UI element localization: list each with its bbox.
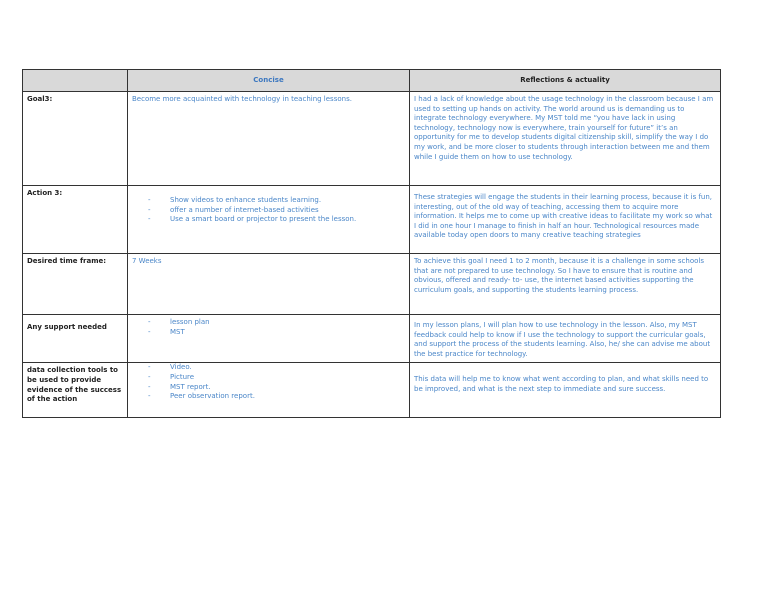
list-item: - Video. bbox=[148, 363, 405, 373]
list-item: - MST bbox=[148, 328, 405, 338]
list-item: - Picture bbox=[148, 373, 405, 383]
list-item: - MST report. bbox=[148, 383, 405, 393]
concise-action bbox=[128, 186, 410, 254]
list-item: - Use a smart board or projector to present the lesson. bbox=[148, 215, 405, 225]
concise-support bbox=[128, 315, 410, 363]
header-reflections: Reflections & actuality bbox=[410, 70, 721, 92]
table-row-data-collection bbox=[23, 363, 721, 418]
table-row-time-frame bbox=[23, 254, 721, 315]
action-list bbox=[132, 196, 405, 225]
row-label-action: Action 3: bbox=[23, 186, 128, 254]
reflection-support-text: In my lesson plans, I will plan how to use technology in the lesson. Also, my MST feedback could help to know if I use the technology to support the curricular goals, and support the process of the students learning. Also, he/ she can advise me about the best practice for technology. bbox=[414, 321, 711, 358]
reflection-support bbox=[410, 315, 721, 363]
support-list bbox=[132, 318, 405, 337]
row-label-goal: Goal3: bbox=[23, 92, 128, 186]
list-item: - offer a number of internet-based activities bbox=[148, 206, 405, 216]
row-label-time-frame: Desired time frame: bbox=[23, 254, 128, 315]
row-label-data-collection: data collection tools to be used to provide evidence of the success of the action bbox=[23, 363, 128, 418]
data-collection-list bbox=[132, 363, 405, 401]
reflection-data-collection bbox=[410, 363, 721, 418]
reflection-data-collection-text: This data will help me to know what went according to plan, and what skills need to be improved, and what is the next step to immediate and sure success. bbox=[414, 375, 709, 393]
table-row-action bbox=[23, 186, 721, 254]
table-row-goal bbox=[23, 92, 721, 186]
list-item: - Peer observation report. bbox=[148, 392, 405, 402]
reflection-goal bbox=[410, 92, 721, 186]
table-row-support bbox=[23, 315, 721, 363]
reflection-time-frame-text: To achieve this goal I need 1 to 2 month, because it is a challenge in some schools that are not prepared to use technology. So I have to ensure that is routine and obvious, offered and ready- to- use, the internet based activities supporting the curriculum goals, and supporting the students learning process. bbox=[414, 257, 704, 294]
list-item: - Show videos to enhance students learning. bbox=[148, 196, 405, 206]
action-plan-table bbox=[22, 69, 721, 418]
header-label-column bbox=[23, 70, 128, 92]
header-row bbox=[23, 70, 721, 92]
reflection-goal-text: I had a lack of knowledge about the usage technology in the classroom because I am used to setting up hands on activity. The world around us is demanding us to integrate technology everywhere. My MST told me “you have lack in using technology, technology now is everywhere, train yourself for future” it’s an opportunity for me to develop students digital citizenship skill, simplify the way I do my work, and be more closer to students through interaction between me and them while I guide them on how to use technology. bbox=[414, 95, 714, 161]
header-concise: Concise bbox=[128, 70, 410, 92]
list-item: - lesson plan bbox=[148, 318, 405, 328]
reflection-action-text: These strategies will engage the students in their learning process, because it is fun, interesting, out of the old way of teaching, accessing them to acquire more information. It helps me to come up with creative ideas to facilitate my work so what I did in one hour I manage to finish in half an hour. Technological resources made available today open doors to many creative teaching strategies bbox=[414, 193, 713, 240]
concise-time-frame: 7 Weeks bbox=[128, 254, 410, 315]
reflection-time-frame bbox=[410, 254, 721, 315]
reflection-action bbox=[410, 186, 721, 254]
row-label-support: Any support needed bbox=[23, 315, 128, 363]
concise-data-collection bbox=[128, 363, 410, 418]
concise-goal: Become more acquainted with technology in teaching lessons. bbox=[128, 92, 410, 186]
